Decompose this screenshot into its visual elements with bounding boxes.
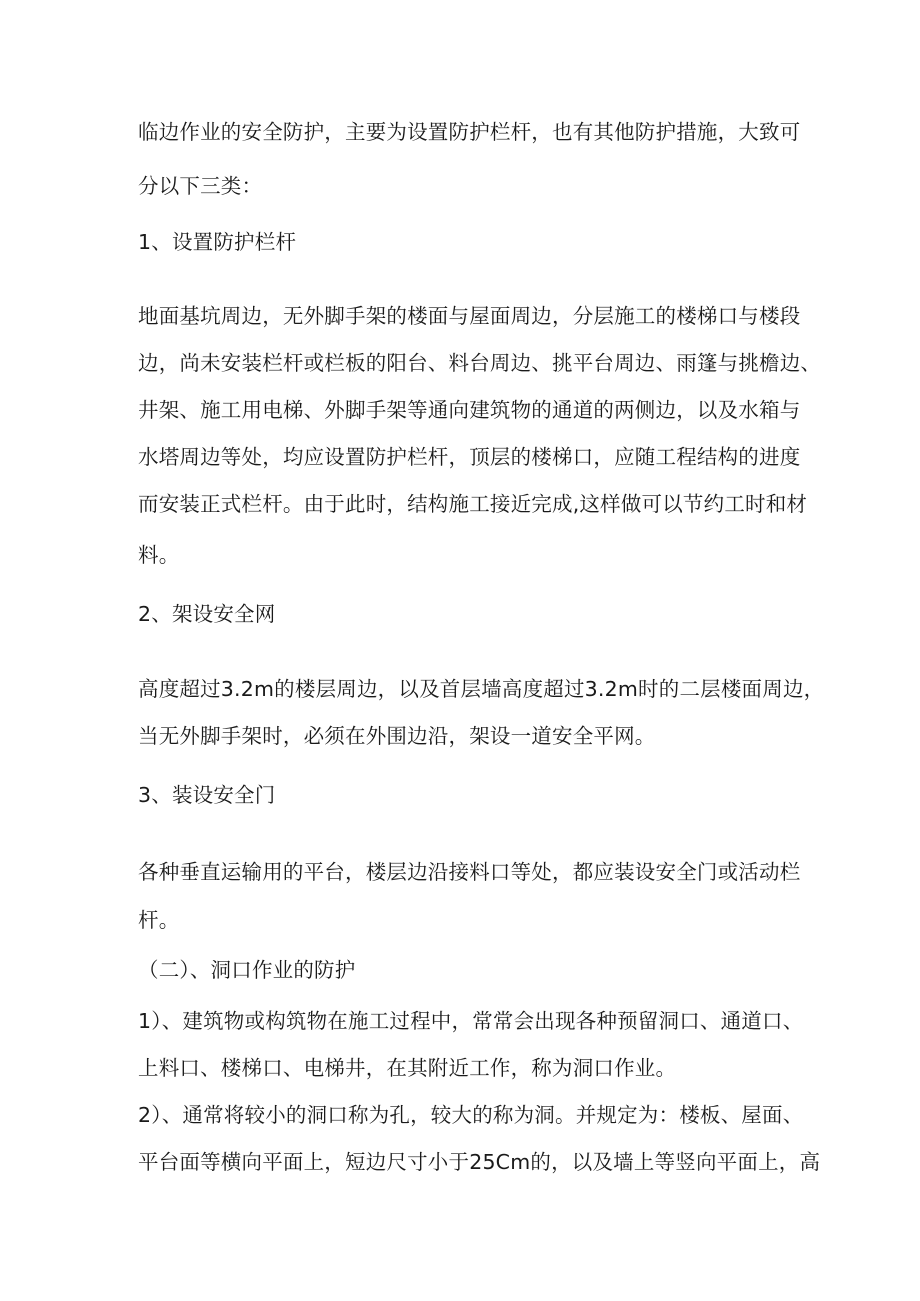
paragraph-line-s1-1: 地面基坑周边，无外脚手架的楼面与屋面周边，分层施工的楼梯口与楼段 xyxy=(138,304,801,328)
paragraph-line-s3-2: 杆。 xyxy=(138,908,180,932)
paragraph-line-intro-2: 分以下三类： xyxy=(138,174,263,198)
paragraph-line-s1-4: 水塔周边等处，均应设置防护栏杆，顶层的楼梯口，应随工程结构的进度 xyxy=(138,445,801,469)
paragraph-line-item1-2: 上料口、楼梯口、电梯井，在其附近工作，称为洞口作业。 xyxy=(138,1056,677,1080)
paragraph-line-item2-1: 2）、通常将较小的洞口称为孔，较大的称为洞。并规定为：楼板、屋面、 xyxy=(138,1103,804,1127)
paragraph-line-s2-2: 当无外脚手架时，必须在外围边沿，架设一道安全平网。 xyxy=(138,724,656,748)
paragraph-line-item2-2: 平台面等横向平面上，短边尺寸小于25Cm的，以及墙上等竖向平面上，高 xyxy=(138,1150,821,1174)
section-heading-3: 3、装设安全门 xyxy=(138,783,276,807)
paragraph-line-item1-1: 1）、建筑物或构筑物在施工过程中，常常会出现各种预留洞口、通道口、 xyxy=(138,1009,804,1033)
section-heading-1: 1、设置防护栏杆 xyxy=(138,230,297,254)
section-heading-2: 2、架设安全网 xyxy=(138,602,276,626)
paragraph-line-s1-5: 而安装正式栏杆。由于此时，结构施工接近完成,这样做可以节约工时和材 xyxy=(138,492,808,516)
paragraph-line-s1-6: 料。 xyxy=(138,543,180,567)
section-heading-two: （二）、洞口作业的防护 xyxy=(138,958,356,982)
paragraph-line-intro-1: 临边作业的安全防护，主要为设置防护栏杆，也有其他防护措施，大致可 xyxy=(138,120,801,144)
paragraph-line-s3-1: 各种垂直运输用的平台，楼层边沿接料口等处，都应装设安全门或活动栏 xyxy=(138,860,801,884)
paragraph-line-s1-2: 边，尚未安装栏杆或栏板的阳台、料台周边、挑平台周边、雨篷与挑檐边、 xyxy=(138,351,822,375)
paragraph-line-s1-3: 井架、施工用电梯、外脚手架等通向建筑物的通道的两侧边，以及水箱与 xyxy=(138,398,801,422)
paragraph-line-s2-1: 高度超过3.2m的楼层周边，以及首层墙高度超过3.2m时的二层楼面周边， xyxy=(138,677,825,701)
